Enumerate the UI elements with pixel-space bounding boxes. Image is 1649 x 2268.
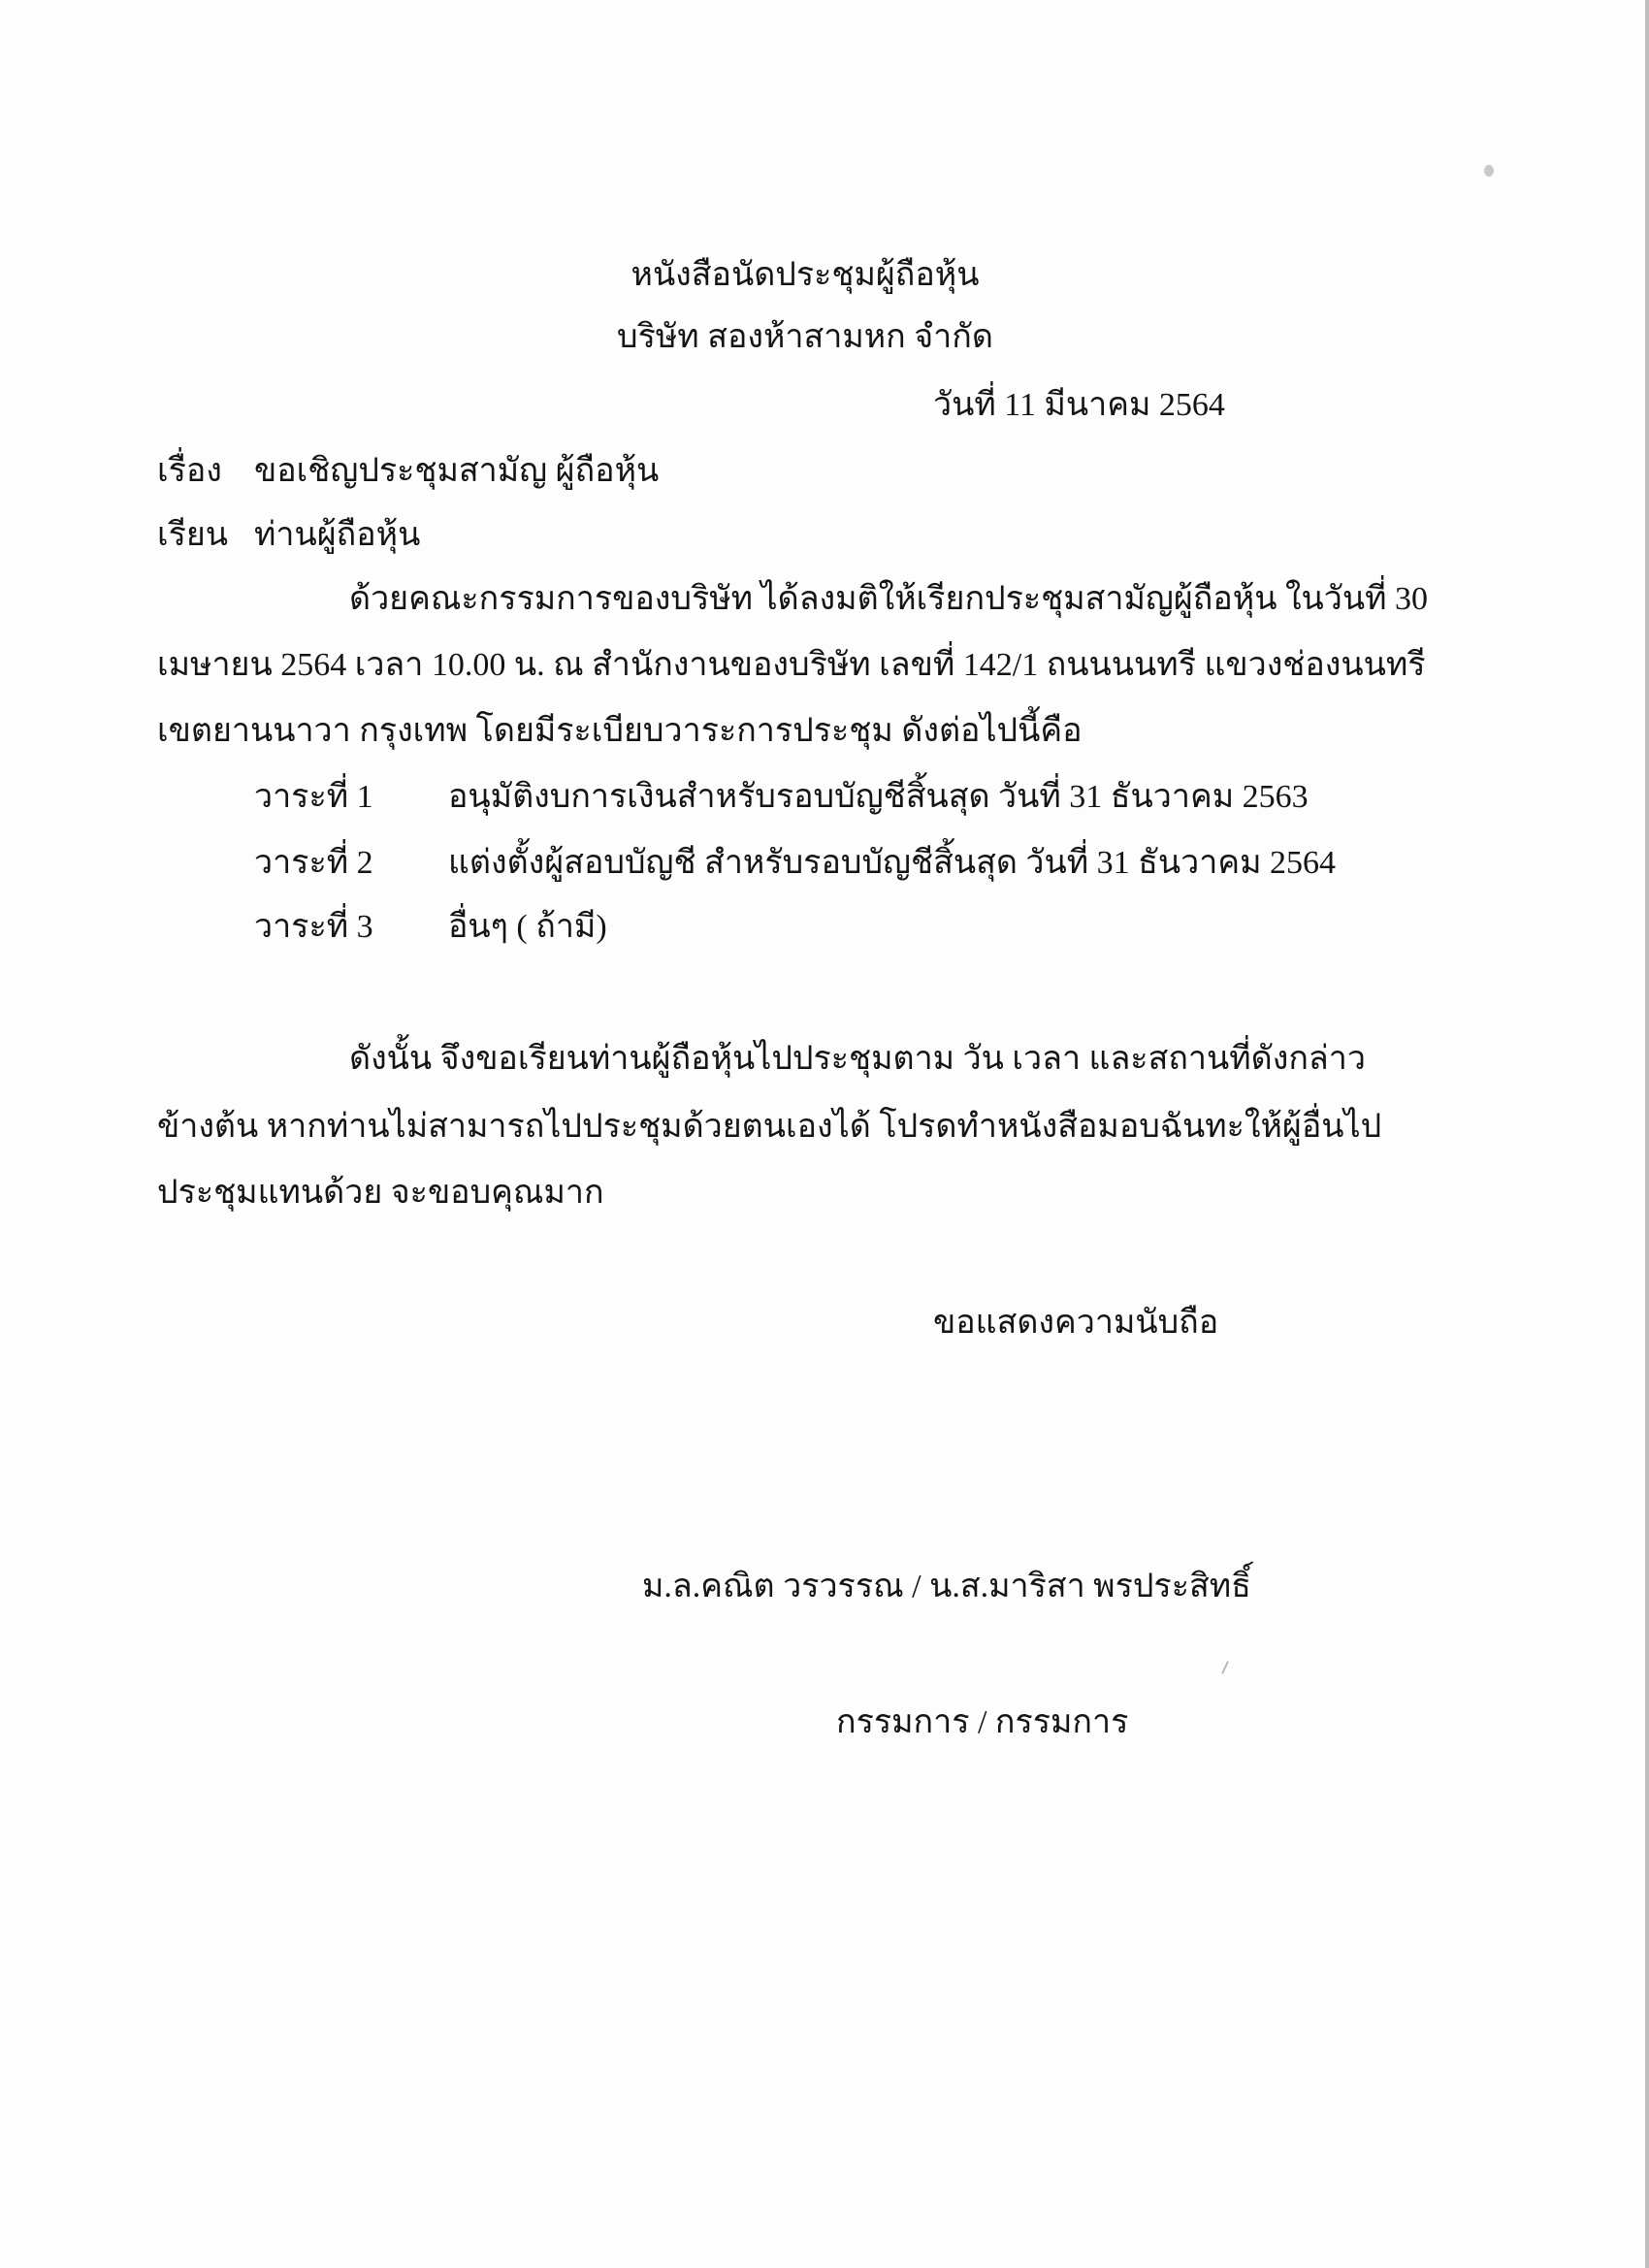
- closing-text: ขอแสดงความนับถือ: [933, 1305, 1219, 1341]
- agenda-item-2: แต่งตั้งผู้สอบบัญชี สำหรับรอบบัญชีสิ้นสุด วันที่ 31 ธันวาคม 2564: [448, 845, 1336, 881]
- addressee-label: เรียน: [157, 517, 229, 553]
- subject-label: เรื่อง: [157, 453, 222, 489]
- agenda-label-3: วาระที่ 3: [254, 909, 373, 945]
- paragraph1-line1: ด้วยคณะกรรมการของบริษัท ได้ลงมติให้เรียกประชุมสามัญผู้ถือหุ้น ในวันที่ 30: [349, 581, 1429, 617]
- signatory-positions: กรรมการ / กรรมการ: [836, 1704, 1129, 1740]
- letter-date: วันที่ 11 มีนาคม 2564: [933, 387, 1225, 423]
- scan-mark: [1221, 1661, 1229, 1674]
- scan-speck: [1484, 165, 1494, 177]
- paragraph2-line3: ประชุมแทนด้วย จะขอบคุณมาก: [157, 1175, 604, 1211]
- agenda-label-2: วาระที่ 2: [254, 845, 373, 881]
- agenda-label-1: วาระที่ 1: [254, 779, 373, 815]
- agenda-item-1: อนุมัติงบการเงินสำหรับรอบบัญชีสิ้นสุด วันที่ 31 ธันวาคม 2563: [448, 779, 1309, 815]
- paragraph1-line3: เขตยานนาวา กรุงเทพ โดยมีระเบียบวาระการประชุม ดังต่อไปนี้คือ: [157, 713, 1083, 749]
- scan-edge: [1645, 0, 1649, 2268]
- addressee-text: ท่านผู้ถือหุ้น: [254, 517, 421, 553]
- subject-text: ขอเชิญประชุมสามัญ ผู้ถือหุ้น: [254, 453, 660, 489]
- agenda-item-3: อื่นๆ ( ถ้ามี): [448, 909, 607, 945]
- company-name: บริษัท สองห้าสามหก จำกัด: [617, 319, 993, 355]
- signatory-names: ม.ล.คณิต วรวรรณ / น.ส.มาริสา พรประสิทธิ์: [642, 1569, 1251, 1604]
- paragraph1-line2: เมษายน 2564 เวลา 10.00 น. ณ สำนักงานของบริษัท เลขที่ 142/1 ถนนนนทรี แขวงช่องนนทรี: [157, 647, 1426, 683]
- document-title: หนังสือนัดประชุมผู้ถือหุ้น: [630, 257, 980, 293]
- paragraph2-line1: ดังนั้น จึงขอเรียนท่านผู้ถือหุ้นไปประชุมตาม วัน เวลา และสถานที่ดังกล่าว: [349, 1041, 1366, 1077]
- paragraph2-line2: ข้างต้น หากท่านไม่สามารถไปประชุมด้วยตนเองได้ โปรดทำหนังสือมอบฉันทะให้ผู้อื่นไป: [157, 1109, 1382, 1145]
